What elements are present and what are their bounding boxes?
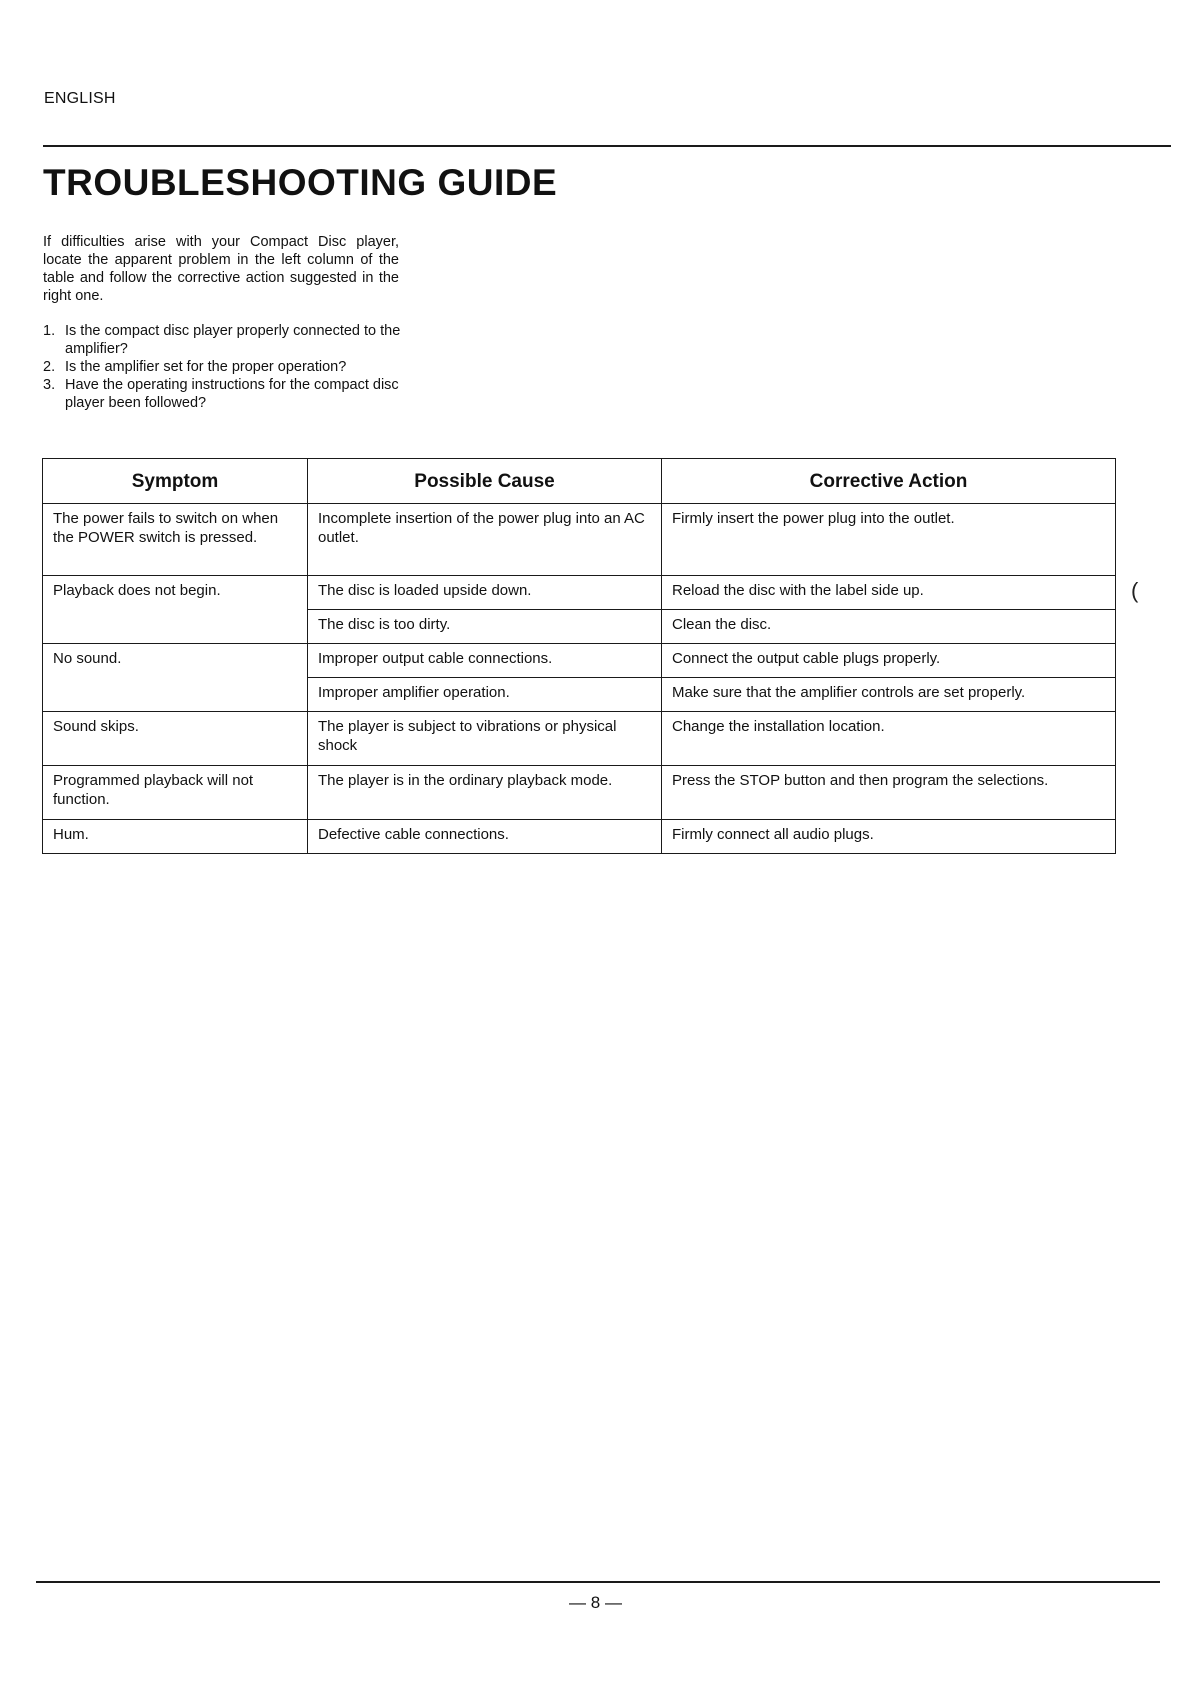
- intro-paragraph: If difficulties arise with your Compact Disc player, locate the apparent problem in the left column of the table and follow the corrective action suggested in the right one.: [43, 234, 399, 304]
- action-cell: Clean the disc.: [662, 610, 1116, 644]
- table-row: [43, 820, 1116, 854]
- checklist: [43, 322, 403, 412]
- margin-mark: (: [1131, 578, 1139, 603]
- checklist-item: [43, 376, 403, 412]
- page-title: TROUBLESHOOTING GUIDE: [43, 162, 558, 203]
- table-row: [43, 766, 1116, 820]
- cause-cell: Improper output cable connections.: [308, 644, 662, 678]
- symptom-cell: Sound skips.: [43, 712, 308, 766]
- action-cell: Firmly insert the power plug into the outlet.: [662, 504, 1116, 576]
- table-header-row: [43, 459, 1116, 504]
- action-cell: Press the STOP button and then program the selections.: [662, 766, 1116, 820]
- page-number: — 8 —: [569, 1593, 622, 1612]
- checklist-item: [43, 358, 403, 376]
- checklist-item: [43, 322, 403, 358]
- top-divider: [43, 145, 1171, 147]
- action-cell: Make sure that the amplifier controls are set properly.: [662, 678, 1116, 712]
- cause-cell: The disc is loaded upside down.: [308, 576, 662, 610]
- checklist-text: Is the amplifier set for the proper operation?: [65, 359, 347, 375]
- table-row: [43, 712, 1116, 766]
- header-corrective-action: Corrective Action: [662, 459, 1116, 504]
- bottom-divider: [36, 1581, 1160, 1583]
- table-row: [43, 644, 1116, 678]
- table-row: [43, 504, 1116, 576]
- cause-cell: The disc is too dirty.: [308, 610, 662, 644]
- action-cell: Connect the output cable plugs properly.: [662, 644, 1116, 678]
- table-row: [43, 576, 1116, 610]
- symptom-cell: Hum.: [43, 820, 308, 854]
- troubleshooting-table: [42, 458, 1116, 854]
- cause-cell: Incomplete insertion of the power plug into an AC outlet.: [308, 504, 662, 576]
- symptom-cell: Playback does not begin.: [43, 576, 308, 644]
- checklist-number: 3.: [43, 377, 56, 393]
- symptom-cell: Programmed playback will not function.: [43, 766, 308, 820]
- header-symptom: Symptom: [43, 459, 308, 504]
- checklist-number: 1.: [43, 323, 56, 339]
- cause-cell: The player is in the ordinary playback mode.: [308, 766, 662, 820]
- checklist-number: 2.: [43, 359, 56, 375]
- action-cell: Change the installation location.: [662, 712, 1116, 766]
- cause-cell: Defective cable connections.: [308, 820, 662, 854]
- header-possible-cause: Possible Cause: [308, 459, 662, 504]
- checklist-text: Have the operating instructions for the compact disc player been followed?: [65, 377, 399, 411]
- cause-cell: The player is subject to vibrations or physical shock: [308, 712, 662, 766]
- checklist-text: Is the compact disc player properly connected to the amplifier?: [65, 323, 401, 357]
- symptom-cell: The power fails to switch on when the POWER switch is pressed.: [43, 504, 308, 576]
- language-label: ENGLISH: [44, 90, 116, 107]
- action-cell: Firmly connect all audio plugs.: [662, 820, 1116, 854]
- cause-cell: Improper amplifier operation.: [308, 678, 662, 712]
- symptom-cell: No sound.: [43, 644, 308, 712]
- action-cell: Reload the disc with the label side up.: [662, 576, 1116, 610]
